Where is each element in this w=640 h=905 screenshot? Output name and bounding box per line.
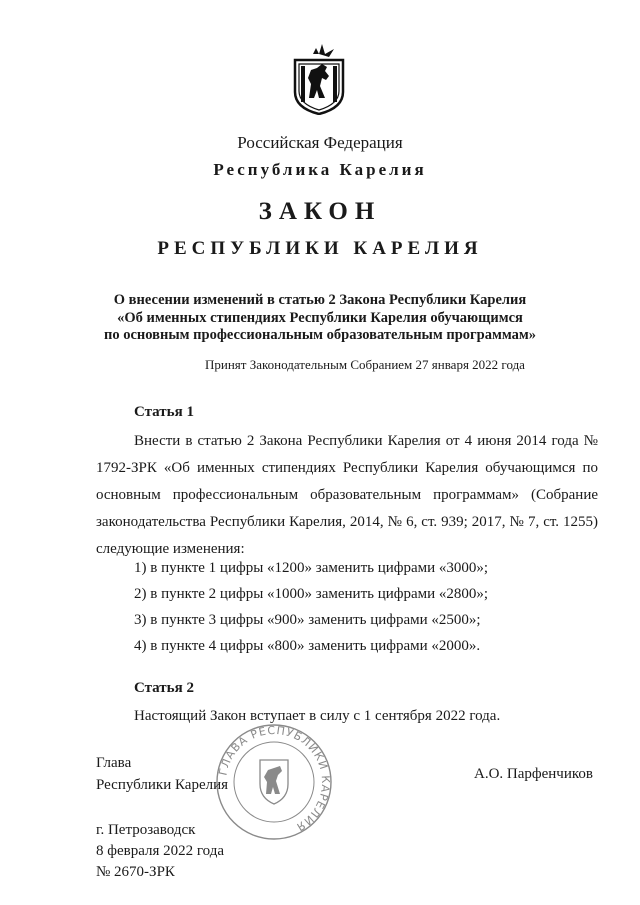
article-1-body — [96, 428, 598, 563]
signatory-name: А.О. Парфенчиков — [474, 766, 593, 782]
article-2-heading: Статья 2 — [134, 680, 194, 696]
subject-line: «Об именных стипендиях Республики Карелия обучающимся — [117, 309, 523, 326]
document-title: ЗАКОН — [258, 198, 382, 225]
law-subject — [0, 292, 640, 345]
star-icon — [319, 44, 334, 57]
seal-text: ГЛАВА РЕСПУБЛИКИ КАРЕЛИЯ — [216, 723, 333, 834]
signatory-title-line: Глава — [96, 755, 132, 771]
republic-name: Республика Карелия — [213, 160, 427, 179]
signatory-title — [96, 752, 228, 796]
adoption-note: Принят Законодательным Собранием 27 января 2022 года — [205, 357, 525, 372]
article-1-heading: Статья 1 — [134, 404, 194, 420]
article-1-text: Внести в статью 2 Закона Республики Карелия от 4 июня 2014 года № 1792-ЗРК «Об именных стипендиях Республики Карелия обучающимся по основным профессиональным образовательным программам» (Собрание законодательства Республики Карелия, 2014, № 6, ст. 939; 2017, № 7, ст. 1255) следующие изменения: — [96, 433, 598, 557]
article-1-item: 3) в пункте 3 цифры «900» заменить цифрами «2500»; — [134, 612, 481, 628]
document-subtitle: РЕСПУБЛИКИ КАРЕЛИЯ — [157, 238, 483, 259]
subject-line: по основным профессиональным образовательным программам» — [104, 327, 536, 343]
article-2-text: Настоящий Закон вступает в силу с 1 сентября 2022 года. — [134, 708, 501, 724]
footer-date: 8 февраля 2022 года — [96, 843, 225, 859]
article-1-item: 4) в пункте 4 цифры «800» заменить цифрами «2000». — [134, 638, 481, 654]
document-footer — [96, 820, 224, 883]
article-1-item: 2) в пункте 2 цифры «1000» заменить цифрами «2800»; — [134, 586, 489, 602]
article-1-item: 1) в пункте 1 цифры «1200» заменить цифрами «3000»; — [134, 560, 489, 576]
subject-line: О внесении изменений в статью 2 Закона Республики Карелия — [113, 292, 527, 308]
official-seal — [214, 722, 334, 842]
footer-number: № 2670-ЗРК — [96, 864, 175, 880]
signatory-title-line: Республики Карелия — [96, 777, 229, 793]
coat-of-arms-emblem — [289, 40, 349, 115]
footer-city: г. Петрозаводск — [96, 822, 196, 838]
country-name: Российская Федерация — [237, 133, 403, 152]
